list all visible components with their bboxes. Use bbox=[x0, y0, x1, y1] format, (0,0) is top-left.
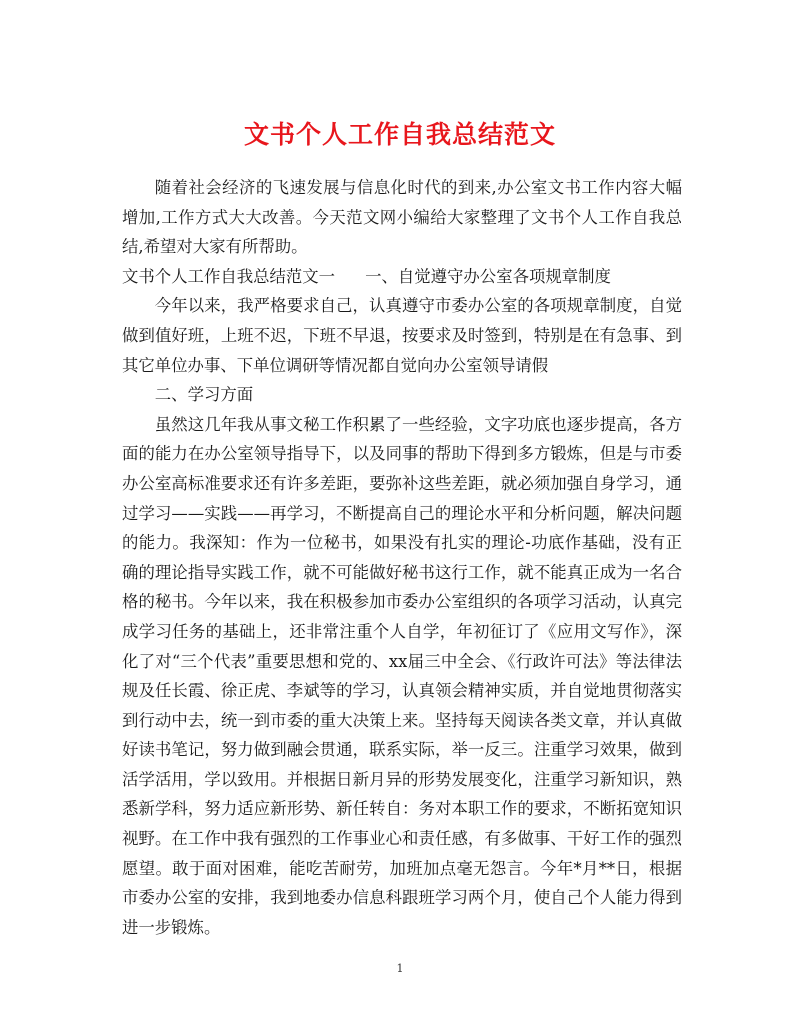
paragraph-one: 今年以来，我严格要求自己，认真遵守市委办公室的各项规章制度，自觉做到值好班，上班不迟，下班不早退，按要求及时签到，特别是在有急事、到其它单位办事、下单位调研等情况都自觉向办公室领导请假 bbox=[122, 296, 682, 375]
section-heading-line bbox=[122, 262, 682, 292]
document-body bbox=[122, 173, 682, 942]
page-number: 1 bbox=[396, 962, 404, 975]
heading-two: 二、学习方面 bbox=[154, 385, 254, 405]
paragraph-two: 虽然这几年我从事文秘工作积累了一些经验，文字功底也逐步提高，各方面的能力在办公室领导指导下，以及同事的帮助下得到多方锻炼，但是与市委办公室高标准要求还有许多差距，要弥补这些差距，就必须加强自身学习，通过学习——实践——再学习，不断提高自己的理论水平和分析问题，解决问题的能力。我深知：作为一位秘书，如果没有扎实的理论-功底作基础，没有正确的理论指导实践工作，就不可能做好秘书这行工作，就不能真正成为一名合格的秘书。今年以来，我在积极参加市委办公室组织的各项学习活动，认真完成学习任务的基础上，还非常注重个人自学，年初征订了《应用文写作》，深化了对“三个代表”重要思想和党的、xx届三中全会、《行政许可法》等法律法规及任长霞、徐正虎、李斌等的学习，认真领会精神实质，并自觉地贯彻落实到行动中去，统一到市委的重大决策上来。坚持每天阅读各类文章，并认真做好读书笔记，努力做到融会贯通，联系实际，举一反三。注重学习效果，做到活学活用，学以致用。并根据日新月异的形势发展变化，注重学习新知识，熟悉新学科，努力适应新形势、新任转自：务对本职工作的要求，不断拓宽知识视野。在工作中我有强烈的工作事业心和责任感，有多做事、干好工作的强烈愿望。敢于面对困难，能吃苦耐劳，加班加点毫无怨言。今年*月**日，根据市委办公室的安排，我到地委办信息科跟班学习两个月，使自己个人能力得到进一步锻炼。 bbox=[122, 414, 682, 937]
heading-one: 一、自觉遵守办公室各项规章制度 bbox=[365, 266, 611, 286]
intro-paragraph: 随着社会经济的飞速发展与信息化时代的到来,办公室文书工作内容大幅增加,工作方式大大改善。今天范文网小编给大家整理了文书个人工作自我总结,希望对大家有所帮助。 bbox=[122, 178, 682, 257]
document-title: 文书个人工作自我总结范文 bbox=[243, 119, 556, 149]
section-title: 文书个人工作自我总结范文一 bbox=[122, 266, 336, 286]
